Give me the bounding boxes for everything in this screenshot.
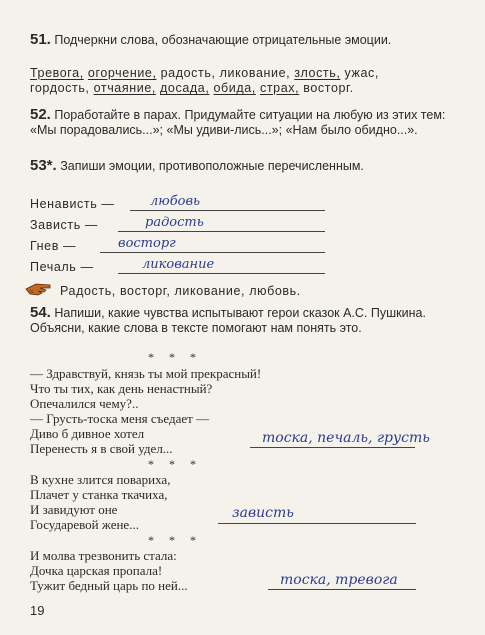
poem-line: Тужит бедный царь по ней... (30, 578, 188, 593)
underlined-word: злость, (294, 66, 341, 80)
underlined-word: отчаяние, (93, 81, 156, 95)
poem-line: Дочка царская пропала! (30, 563, 163, 578)
exercise-task: Поработайте в парах. Придумайте ситуации на любую из этих тем: «Мы порадовались...»; «Мы удиви-лись...»; «Нам было обидно...». (30, 108, 446, 137)
handwritten-answer: любовь (150, 194, 201, 209)
poem-line: — Грусть-тоска меня съедает — (30, 411, 210, 426)
underlined-word: Тревога, (30, 66, 84, 80)
word: ликование, (219, 66, 291, 80)
word: восторг. (303, 81, 354, 95)
answer-underline (268, 589, 416, 590)
poem-line: Опечалился чему?.. (30, 396, 139, 411)
exercise-51 (30, 32, 450, 48)
handwritten-answer: ликование (142, 257, 215, 272)
exercise-54 (30, 305, 450, 336)
stanza-separator: * * * (148, 457, 202, 471)
row-label: Зависть — (30, 218, 98, 232)
answer-underline (100, 252, 325, 253)
underlined-word: досада, (160, 81, 210, 95)
answer-underline (118, 273, 325, 274)
poem-line: Государевой жене... (30, 517, 139, 532)
underlined-word: обида, (213, 81, 256, 95)
answer-row (30, 197, 115, 211)
stanza-separator: * * * (148, 533, 202, 547)
row-label: Печаль — (30, 260, 94, 274)
underlined-word: страх, (259, 81, 300, 95)
poem-line: И завидуют оне (30, 502, 118, 517)
poem-line: Плачет у станка ткачиха, (30, 487, 168, 502)
exercise-number: 53*. (30, 157, 57, 174)
exercise-task: Напиши, какие чувства испытывают герои сказок А.С. Пушкина. Объясни, какие слова в тексте помогают нам понять это. (30, 306, 426, 335)
answer-row (30, 218, 98, 232)
word-list-line-2 (30, 81, 354, 95)
word: радость, (160, 66, 216, 80)
poem-line: Диво б дивное хотел (30, 426, 145, 441)
row-label: Ненависть — (30, 197, 115, 211)
handwritten-answer: восторг (118, 236, 176, 251)
poem-line: Перенесть я в свой удел... (30, 441, 173, 456)
word: ужас, (344, 66, 379, 80)
stanza-separator: * * * (148, 350, 202, 364)
answer-underline (218, 523, 416, 524)
poem-stanza-1 (30, 366, 261, 456)
hint-text: Радость, восторг, ликование, любовь. (60, 284, 301, 298)
word: гордость, (30, 81, 90, 95)
poem-stanza-3 (30, 548, 188, 593)
handwritten-answer: радость (145, 215, 204, 230)
exercise-number: 51. (30, 31, 51, 48)
poem-stanza-2 (30, 472, 170, 532)
handwritten-answer: тоска, печаль, грусть (262, 430, 430, 446)
answer-row (30, 260, 94, 274)
pointing-hand-icon (24, 280, 54, 303)
page-number: 19 (30, 603, 45, 618)
answer-underline (130, 210, 325, 211)
exercise-task: Запиши эмоции, противоположные перечисленным. (60, 159, 364, 173)
underlined-word: огорчение, (87, 66, 157, 80)
exercise-task: Подчеркни слова, обозначающие отрицательные эмоции. (54, 33, 392, 47)
exercise-53 (30, 158, 450, 174)
poem-line: — Здравствуй, князь ты мой прекрасный! (30, 366, 262, 381)
answer-underline (250, 447, 415, 448)
exercise-number: 52. (30, 106, 51, 123)
answer-row (30, 239, 76, 253)
answer-underline (118, 231, 325, 232)
poem-line: И молва трезвонить стала: (30, 548, 177, 563)
poem-line: В кухне злится повариха, (30, 472, 171, 487)
exercise-number: 54. (30, 304, 51, 321)
row-label: Гнев — (30, 239, 77, 253)
poem-line: Что ты тих, как день ненастный? (30, 381, 213, 396)
handwritten-answer: тоска, тревога (280, 572, 398, 588)
handwritten-answer: зависть (232, 505, 294, 521)
exercise-52 (30, 107, 450, 138)
word-list-line-1 (30, 66, 379, 80)
